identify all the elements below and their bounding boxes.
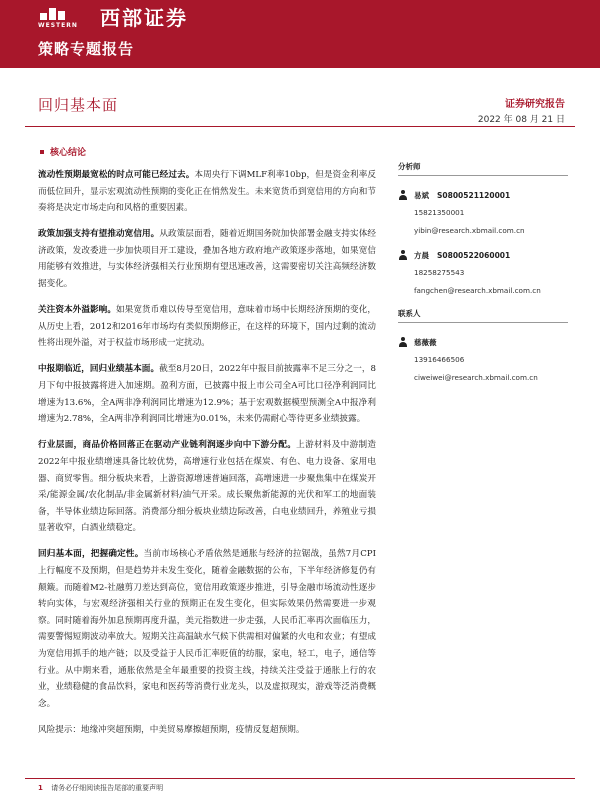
main-body [38, 167, 376, 748]
paragraph-body: 本周央行下调MLF利率10bp，但是资金利率反而低位回升，显示宏观流动性预期的变化正在悄然发生。未来宽货币到宽信用的方向和节奏将是决定市场走向和风格的重要因素。 [38, 170, 376, 214]
logo-mark-icon [38, 6, 68, 20]
footer [38, 783, 163, 793]
paragraph [38, 167, 376, 217]
report-type: 策略专题报告 [38, 40, 135, 58]
document-type: 证券研究报告 [505, 99, 565, 110]
section-label-text: 核心结论 [50, 148, 87, 158]
paragraph-lead: 回归基本面，把握确定性。 [38, 549, 144, 560]
paragraph-body: 当前市场核心矛盾依然是通胀与经济的拉锯战，虽然7月CPI上行幅度不及预期，但是趋势并未发生变化，随着金融数据的公布，下半年经济修复仍有颠簸。而随着M2-社融剪刀差达到高位，宽信用政策逐步推进，引导金融市场流动性逐步转向实体，与宏观经济强相关行业的预期正在发生变化，但实际效果仍然需要进一步观察。同时随着海外加息预期再度升温，美元指数进一步走强，人民币汇率再次面临压力，需要警惕短期波动率放大。短期关注高温缺水气候下供需相对偏紧的火电和农业；有望成为宽信用抓手的地产链；以及受益于人民币汇率贬值的纺服，家电，轻工，电子，通信等行业。从中期来看，通胀依然是全年最重要的投资主线，持续关注受益于通胀上行的农业，业绩稳健的食品饮料，家电和医药等消费行业龙头，以及虚拟现实，游戏等泛消费概念。 [38, 549, 376, 709]
bullet-icon [40, 150, 44, 154]
analyst-name-row [398, 246, 568, 264]
analyst-name: 易斌 [414, 190, 429, 200]
company-logo [38, 6, 68, 20]
contact-phone: 13916466506 [414, 355, 465, 364]
paragraph [38, 226, 376, 292]
person-icon [398, 250, 408, 260]
paragraph [38, 302, 376, 352]
analyst-certificate: S0800521120001 [437, 190, 511, 200]
analyst-phone: 18258275543 [414, 268, 465, 277]
analyst-card [398, 246, 568, 300]
contact-card [398, 333, 568, 387]
paragraph-lead: 政策加强支持有望推动宽信用。 [38, 229, 160, 240]
paragraph-lead: 中报期临近，回归业绩基本面。 [38, 364, 160, 375]
sidebar [398, 161, 568, 393]
analyst-email[interactable]: yibin@research.xbmail.com.cn [414, 226, 525, 235]
paragraph-body: 上游材料及中游制造2022年中报业绩增速具备比较优势，高增速行业包括在煤炭、有色、电力设备、家用电器、商贸零售。细分板块来看，上游资源增速普遍回落，高增速进一步聚焦集中在煤炭开采/能源金属/农化制品/非金属新材料/油气开采。成长聚焦新能源的光伏和军工的地面装备，半导体业绩边际回落。消费部分细分板块业绩边际改善，白电业绩回升，养殖业亏损显著收窄，白酒业绩稳定。 [38, 440, 376, 534]
paragraph-lead: 关注资本外溢影响。 [38, 305, 117, 316]
analyst-name-row [398, 186, 568, 204]
risk-warning: 风险提示：地缘冲突超预期，中美贸易摩擦超预期，疫情反复超预期。 [38, 724, 305, 735]
paragraph [38, 361, 376, 427]
analyst-phone: 15821350001 [414, 208, 465, 217]
analyst-email[interactable]: fangchen@research.xbmail.com.cn [414, 286, 541, 295]
paragraph-lead: 行业层面，商品价格回落正在驱动产业链利润逐步向中下游分配。 [38, 440, 297, 451]
contact-email[interactable]: ciweiwei@research.xbmail.com.cn [414, 373, 538, 382]
person-icon [398, 190, 408, 200]
title-divider [25, 126, 575, 127]
paragraph [38, 437, 376, 537]
report-title: 回归基本面 [38, 96, 119, 114]
report-date: 2022 年 08 月 21 日 [477, 115, 565, 125]
page-number: 1 [38, 784, 43, 792]
paragraph [38, 546, 376, 712]
footer-divider [25, 778, 575, 779]
header-band [0, 0, 600, 68]
paragraph-body: 截至8月20日，2022年中报目前披露率不足三分之一，8月下旬中报披露将进入加速期。盈利方面，已披露中报上市公司全A可比口径净利润同比增速为13.6%，全A两非净利润同比增速为12.9%；基于宏观数据模型预测全A中报净利增速为2.78%，全A两非净利润同比增速为0.01%，未来仍需耐心等待更多业绩披露。 [38, 364, 376, 425]
contact-name-row [398, 333, 568, 351]
contact-heading: 联系人 [398, 308, 568, 323]
paragraph-body: 从政策层面看，随着近期国务院加快部署金融支持实体经济政策，发改委进一步加快项目开工建设，叠加各地方政府地产政策逐步落地，如果宽信用能够有效推进，与实体经济强相关行业预期有望迅速改善，这需要密切关注高频经济数据变化。 [38, 229, 376, 290]
analyst-heading: 分析师 [398, 161, 568, 176]
analyst-card [398, 186, 568, 240]
paragraph-body: 如果宽货币难以传导至宽信用，意味着市场中长期经济预期的变化，从历史上看，2012和2016年市场均有类似预期修正，在这样的环境下，国内过剩的流动性将出现外溢，对于权益市场形成一定扰动。 [38, 305, 376, 349]
contact-name: 慈薇薇 [414, 337, 437, 347]
disclaimer-note: 请务必仔细阅读报告尾部的重要声明 [51, 784, 164, 792]
person-icon [398, 337, 408, 347]
logo-english-name: WESTERN [38, 22, 78, 29]
paragraph-lead: 流动性预期最宽松的时点可能已经过去。 [38, 170, 195, 180]
analyst-certificate: S0800522060001 [437, 250, 511, 260]
analyst-name: 方晨 [414, 250, 429, 260]
logo-chinese-name: 西部证券 [100, 6, 188, 30]
section-label [40, 145, 86, 158]
